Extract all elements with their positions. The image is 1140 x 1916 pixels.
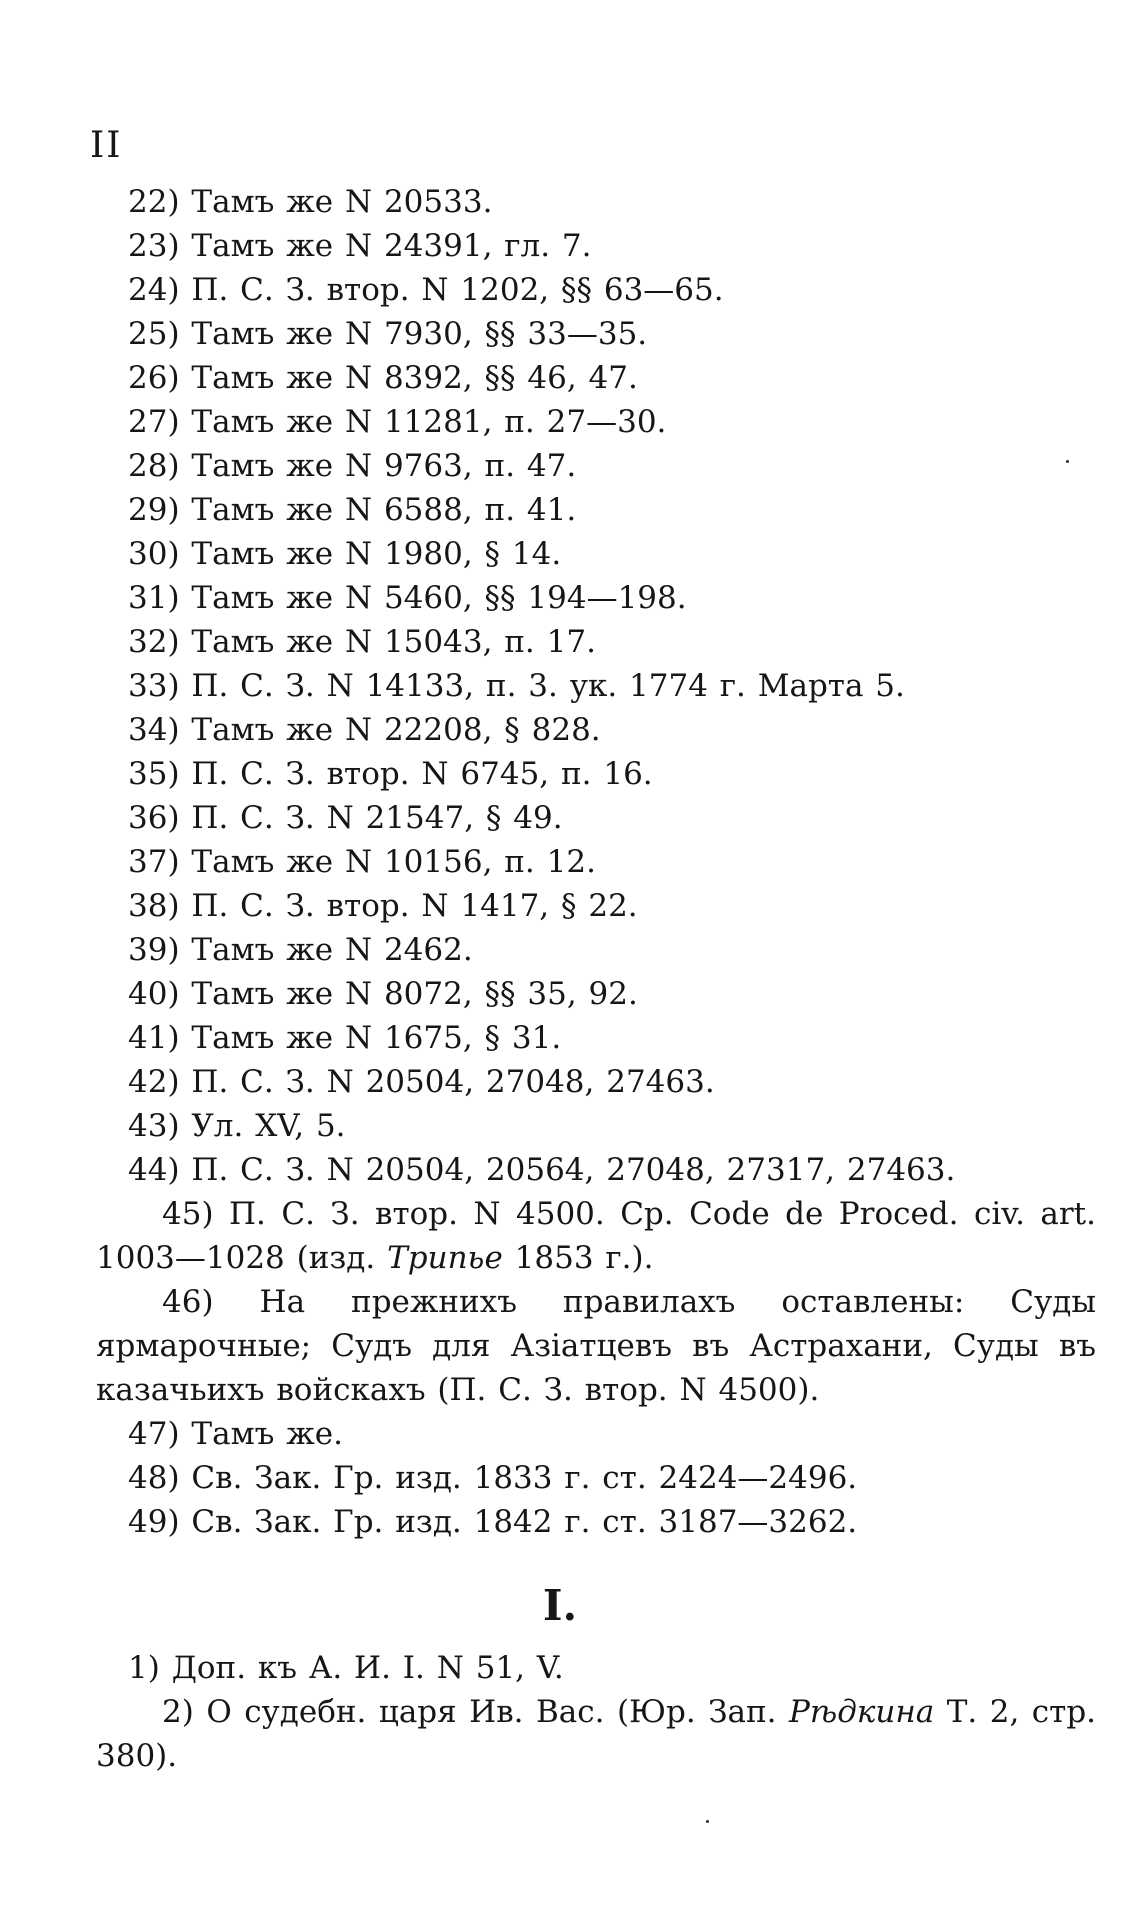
footnote-25 <box>128 312 647 356</box>
footnote-number: 37) <box>128 844 180 880</box>
page-number: II <box>90 125 123 166</box>
footnote-46 <box>96 1280 1096 1412</box>
footnote-text: П. С. З. N 20504, 27048, 27463. <box>191 1064 715 1100</box>
footnote-number: 26) <box>128 360 180 396</box>
footnote-30 <box>128 532 561 576</box>
footnote-text: П. С. З. N 21547, § 49. <box>191 800 563 836</box>
footnote-36 <box>128 796 563 840</box>
footnote-text: О судебн. царя Ив. Вас. (Юр. Зап. <box>206 1694 777 1730</box>
footnote-number: 23) <box>128 228 180 264</box>
footnote-number: 24) <box>128 272 180 308</box>
footnote-number: 49) <box>128 1504 180 1540</box>
section-footnote-1 <box>128 1646 564 1690</box>
footnote-text: П. С. З. втор. N 1202, §§ 63—65. <box>191 272 724 308</box>
footnote-number: 28) <box>128 448 180 484</box>
footnote-23 <box>128 224 592 268</box>
footnote-text: Тамъ же N 10156, п. 12. <box>191 844 596 880</box>
footnote-40 <box>128 972 638 1016</box>
footnote-number: 33) <box>128 668 180 704</box>
footnote-number: 43) <box>128 1108 180 1144</box>
author-name-italic: Трипье <box>387 1240 503 1276</box>
footnote-45 <box>96 1192 1096 1280</box>
footnote-text-end: Т. 2, стр. 380). <box>96 1694 1097 1774</box>
footnote-number: 32) <box>128 624 180 660</box>
footnote-text: Тамъ же N 8392, §§ 46, 47. <box>191 360 638 396</box>
footnote-37 <box>128 840 596 884</box>
footnote-text: П. С. З. N 14133, п. 3. ук. 1774 г. Марта 5. <box>191 668 905 704</box>
footnote-31 <box>128 576 687 620</box>
footnote-text: Тамъ же N 9763, п. 47. <box>191 448 577 484</box>
section-heading <box>0 1581 1140 1630</box>
footnote-number: 2) <box>162 1694 194 1730</box>
footnote-number: 45) <box>162 1196 214 1232</box>
paper-speck <box>1066 460 1069 463</box>
footnote-41 <box>128 1016 561 1060</box>
footnote-number: 27) <box>128 404 180 440</box>
footnote-text: Доп. къ А. И. I. N 51, V. <box>171 1650 564 1686</box>
footnote-text: Тамъ же N 15043, п. 17. <box>191 624 596 660</box>
footnote-text: П. С. З. втор. N 4500. Ср. Code de Proced. civ. art. 1003—1028 (изд. <box>96 1196 1096 1276</box>
footnote-text: Тамъ же N 8072, §§ 35, 92. <box>191 976 638 1012</box>
section-heading-text: I. <box>542 1581 578 1630</box>
footnote-39 <box>128 928 473 972</box>
footnote-text: Тамъ же N 11281, п. 27—30. <box>191 404 667 440</box>
author-name-italic: Рѣдкина <box>789 1694 935 1730</box>
footnote-34 <box>128 708 601 752</box>
footnote-48 <box>128 1456 857 1500</box>
footnote-35 <box>128 752 653 796</box>
footnote-number: 25) <box>128 316 180 352</box>
footnote-text: П. С. З. втор. N 1417, § 22. <box>191 888 638 924</box>
footnote-text: Тамъ же N 20533. <box>191 184 493 220</box>
footnote-38 <box>128 884 638 928</box>
footnote-number: 34) <box>128 712 180 748</box>
footnote-text: Тамъ же N 5460, §§ 194—198. <box>191 580 687 616</box>
footnote-text: На прежнихъ правилахъ оставлены: Суды ярмарочные; Судъ для Азіатцевъ въ Астрахани, Суды въ казачьихъ войскахъ (П. С. З. втор. N 4500). <box>96 1284 1096 1408</box>
footnote-32 <box>128 620 596 664</box>
footnote-33 <box>128 664 905 708</box>
footnote-49 <box>128 1500 857 1544</box>
footnote-47 <box>128 1412 343 1456</box>
footnote-22 <box>128 180 492 224</box>
footnote-27 <box>128 400 666 444</box>
footnote-number: 39) <box>128 932 180 968</box>
footnote-29 <box>128 488 576 532</box>
footnote-text: Тамъ же N 7930, §§ 33—35. <box>191 316 648 352</box>
footnote-number: 36) <box>128 800 180 836</box>
footnote-text-end: 1853 г.). <box>514 1240 654 1276</box>
footnote-number: 1) <box>128 1650 160 1686</box>
footnote-number: 35) <box>128 756 180 792</box>
footnote-number: 48) <box>128 1460 180 1496</box>
footnote-number: 47) <box>128 1416 180 1452</box>
footnote-text: Тамъ же N 22208, § 828. <box>191 712 601 748</box>
footnote-text: Тамъ же. <box>191 1416 343 1452</box>
footnote-number: 29) <box>128 492 180 528</box>
footnote-43 <box>128 1104 346 1148</box>
footnote-text: Тамъ же N 1675, § 31. <box>191 1020 562 1056</box>
section-footnote-2 <box>96 1690 1096 1778</box>
footnote-text: Тамъ же N 24391, гл. 7. <box>191 228 592 264</box>
footnote-text: Тамъ же N 2462. <box>191 932 473 968</box>
footnote-text: Тамъ же N 6588, п. 41. <box>191 492 577 528</box>
footnote-26 <box>128 356 638 400</box>
footnote-text: П. С. З. N 20504, 20564, 27048, 27317, 27463. <box>191 1152 956 1188</box>
paper-speck <box>706 1820 709 1823</box>
footnote-number: 41) <box>128 1020 180 1056</box>
footnote-number: 46) <box>162 1284 214 1320</box>
footnote-number: 44) <box>128 1152 180 1188</box>
footnote-number: 40) <box>128 976 180 1012</box>
footnote-42 <box>128 1060 715 1104</box>
footnote-text: Тамъ же N 1980, § 14. <box>191 536 562 572</box>
footnote-text: П. С. З. втор. N 6745, п. 16. <box>191 756 653 792</box>
footnote-28 <box>128 444 576 488</box>
footnote-number: 38) <box>128 888 180 924</box>
footnote-number: 31) <box>128 580 180 616</box>
footnote-text: Св. Зак. Гр. изд. 1833 г. ст. 2424—2496. <box>191 1460 858 1496</box>
footnote-44 <box>128 1148 955 1192</box>
footnote-number: 22) <box>128 184 180 220</box>
footnote-text: Св. Зак. Гр. изд. 1842 г. ст. 3187—3262. <box>191 1504 858 1540</box>
footnote-text: Ул. XV, 5. <box>191 1108 346 1144</box>
footnote-number: 42) <box>128 1064 180 1100</box>
footnote-number: 30) <box>128 536 180 572</box>
footnote-24 <box>128 268 724 312</box>
